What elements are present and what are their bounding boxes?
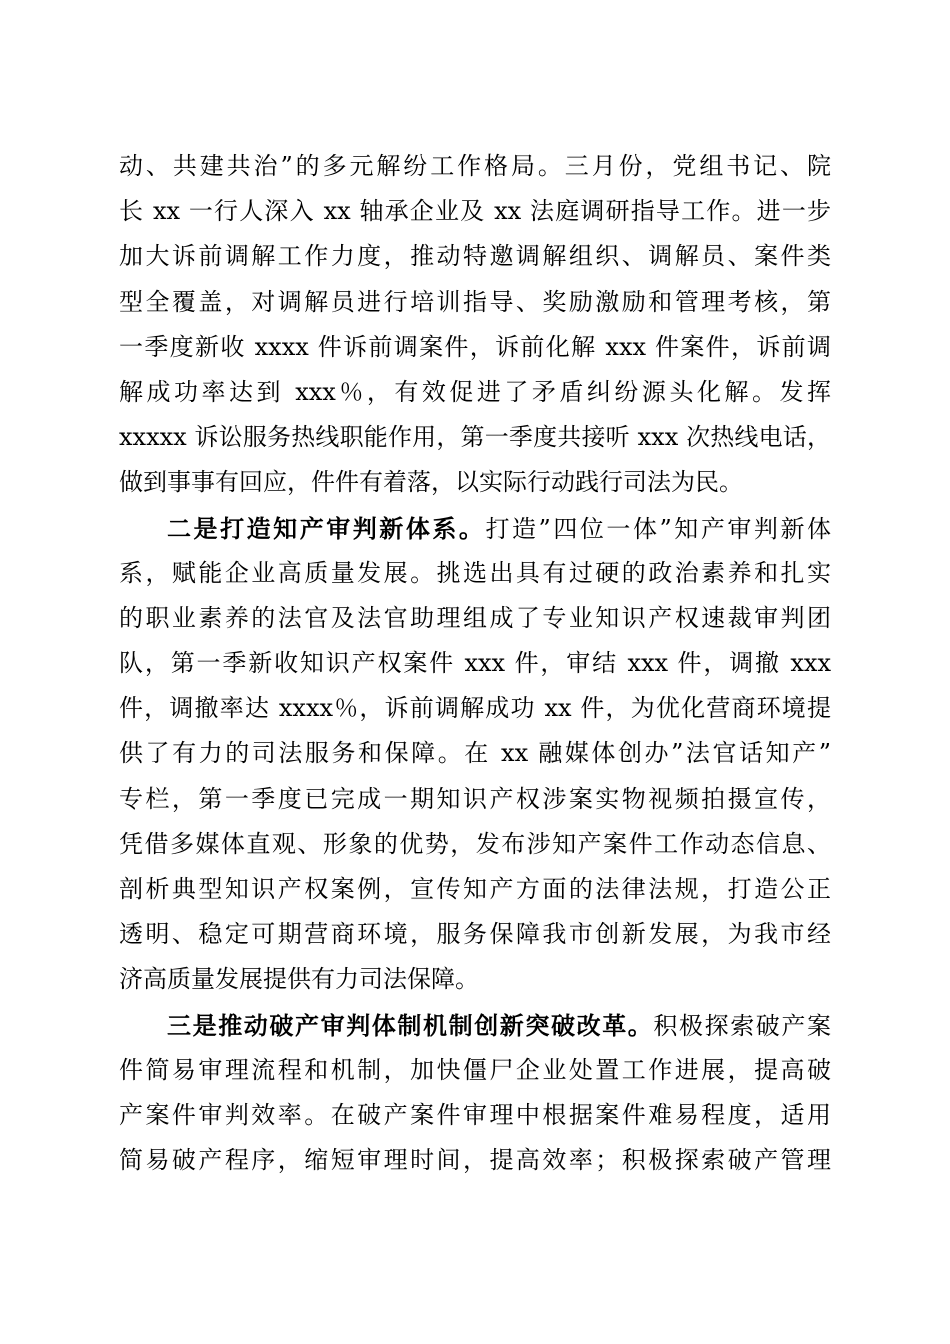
heading-line-rest: 打造”四位一体”知产审判新体 (485, 514, 832, 543)
text-line: 一季度新收 xxxx 件诉前调案件，诉前化解 xxx 件案件，诉前调 (119, 332, 831, 361)
text-line: 动、共建共治”的多元解纷工作格局。三月份，党组书记、院 (119, 152, 831, 180)
text-line: 件简易审理流程和机制，加快僵尸企业处置工作进展，提高破 (119, 1055, 831, 1084)
text-line: 型全覆盖，对调解员进行培训指导、奖励激励和管理考核，第 (119, 287, 831, 316)
text-line: 的职业素养的法官及法官助理组成了专业知识产权速裁审判团 (119, 603, 831, 632)
text-line: 透明、稳定可期营商环境，服务保障我市创新发展，为我市经 (119, 920, 831, 949)
text-line: 凭借多媒体直观、形象的优势，发布涉知产案件工作动态信息、 (119, 829, 831, 858)
text-line: 加大诉前调解工作力度，推动特邀调解组织、调解员、案件类 (119, 242, 831, 271)
paragraph-3 (119, 1003, 831, 1184)
paragraph-heading: 三是推动破产审判体制机制创新突破改革。 (167, 1010, 654, 1040)
text-line: 队，第一季新收知识产权案件 xxx 件，审结 xxx 件，调撤 xxx (119, 649, 831, 678)
text-line-first (119, 506, 831, 551)
text-line: 专栏，第一季度已完成一期知识产权涉案实物视频拍摄宣传， (119, 784, 831, 813)
text-line: 产案件审判效率。在破产案件审理中根据案件难易程度，适用 (119, 1100, 831, 1129)
text-line: 剖析典型知识产权案例，宣传知产方面的法律法规，打造公正 (119, 875, 831, 903)
heading-line-rest: 积极探索破产案 (653, 1011, 832, 1040)
text-line: 济高质量发展提供有力司法保障。 (119, 965, 479, 994)
text-line: 解成功率达到 xxx％，有效促进了矛盾纠纷源头化解。发挥 (119, 377, 831, 406)
text-line: 简易破产程序，缩短审理时间，提高效率；积极探索破产管理 (119, 1146, 831, 1175)
text-line: 长 xx 一行人深入 xx 轴承企业及 xx 法庭调研指导工作。进一步 (119, 197, 831, 226)
text-line: 做到事事有回应，件件有着落，以实际行动践行司法为民。 (119, 468, 743, 497)
paragraph-1 (119, 144, 831, 506)
text-line-first (119, 1003, 831, 1048)
document-body (119, 144, 831, 1183)
text-line: 供了有力的司法服务和保障。在 xx 融媒体创办”法官话知产” (119, 739, 831, 768)
paragraph-2 (119, 506, 831, 1003)
text-line: 件，调撤率达 xxxx％，诉前调解成功 xx 件，为优化营商环境提 (119, 694, 831, 723)
paragraph-heading: 二是打造知产审判新体系。 (167, 513, 486, 543)
text-line: xxxxx 诉讼服务热线职能作用，第一季度共接听 xxx 次热线电话， (119, 423, 831, 452)
text-line: 系，赋能企业高质量发展。挑选出具有过硬的政治素养和扎实 (119, 558, 831, 587)
